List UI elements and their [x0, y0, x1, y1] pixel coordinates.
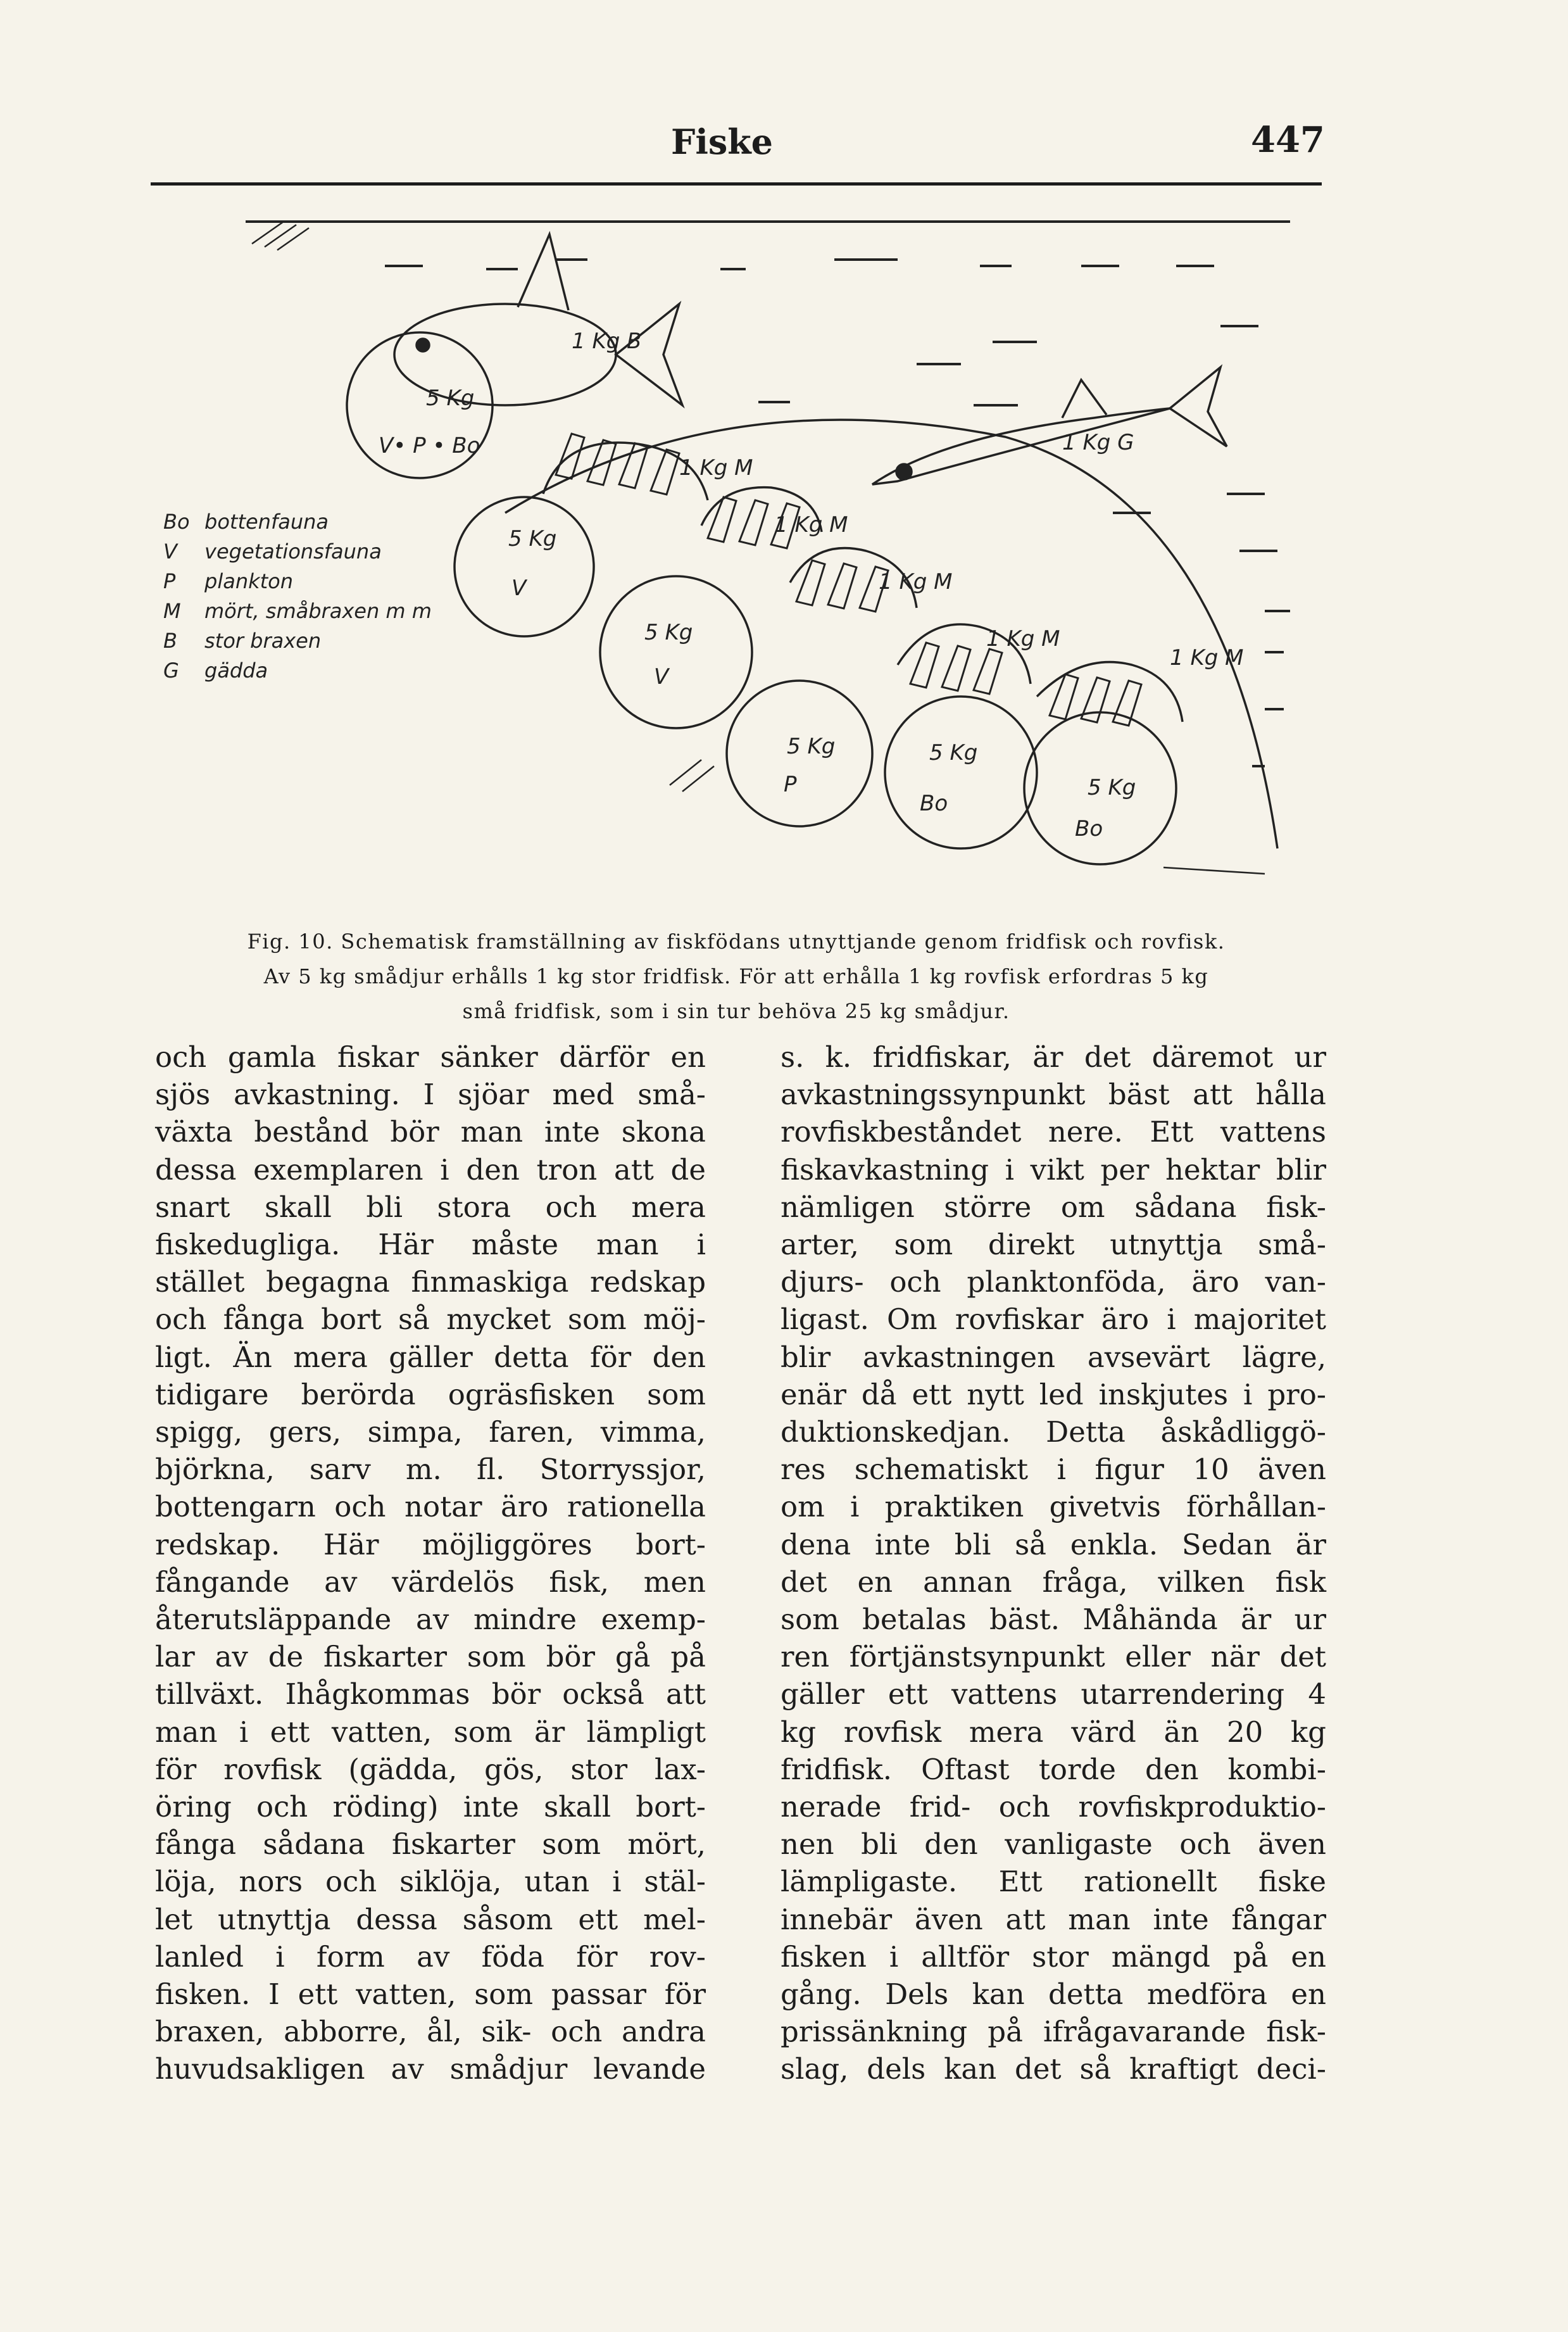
legend-value: vegetationsfauna	[204, 539, 382, 564]
legend-key: V	[163, 539, 177, 564]
text-line: för rovfisk (gädda, gös, stor lax-	[155, 1752, 706, 1786]
legend-key: G	[163, 659, 179, 683]
legend-value: plankton	[204, 569, 294, 593]
left-text-column	[155, 1038, 706, 2088]
food-circle	[885, 696, 1037, 848]
circle-food-label: V	[511, 576, 527, 601]
text-line: fisken. I ett vatten, som passar för	[155, 1977, 706, 2012]
text-line: tidigare berörda ogräsfisken som	[155, 1377, 706, 1411]
text-line: som betalas bäst. Måhända är ur	[781, 1603, 1326, 1637]
text-line: björkna, sarv m. fl. Storryssjor,	[155, 1453, 706, 1487]
text-line: fridfisk. Oftast torde den kombi-	[781, 1752, 1326, 1786]
text-line: dessa exemplaren i den tron att de	[155, 1152, 706, 1187]
text-line: dena inte bli så enkla. Sedan är	[781, 1527, 1326, 1561]
food-circle	[600, 576, 752, 728]
text-line: fångande av värdelös fisk, men	[155, 1565, 706, 1599]
text-line: tillväxt. Ihågkommas bör också att	[155, 1677, 706, 1711]
page-number: 447	[1251, 119, 1325, 161]
text-line: ligt. Än mera gäller detta för den	[155, 1340, 706, 1374]
legend-key: Bo	[163, 510, 190, 534]
text-line: avkastningssynpunkt bäst att hålla	[781, 1078, 1326, 1112]
circle-food-label: Bo	[920, 791, 948, 816]
text-line: snart skall bli stora och mera	[155, 1190, 706, 1224]
text-line: lanled i form av föda för rov-	[155, 1939, 706, 1974]
pike-weight-label: 1 Kg G	[1062, 430, 1134, 455]
text-line: och fånga bort så mycket som möj-	[155, 1302, 706, 1337]
circle-weight-label: 5 Kg	[929, 740, 978, 766]
text-line: växta bestånd bör man inte skona	[155, 1115, 706, 1149]
circle-weight-label: 5 Kg	[1088, 775, 1136, 800]
legend-key: B	[163, 629, 177, 653]
circle-weight-label: 5 Kg	[787, 734, 836, 759]
shoal-weight-label: 1 Kg M	[1170, 645, 1244, 671]
text-line: rovfiskbeståndet nere. Ett vattens	[781, 1115, 1326, 1149]
shoal-weight-label: 1 Kg M	[879, 569, 953, 595]
text-line: innebär även att man inte fångar	[781, 1902, 1326, 1936]
text-line: blir avkastningen avsevärt lägre,	[781, 1340, 1326, 1374]
text-line: arter, som direkt utnyttja små-	[781, 1228, 1326, 1262]
legend-key: M	[163, 599, 181, 623]
text-line: löja, nors och siklöja, utan i stäl-	[155, 1865, 706, 1899]
legend	[163, 510, 432, 683]
food-circle	[455, 497, 594, 636]
text-line: öring och röding) inte skall bort-	[155, 1790, 706, 1824]
text-line: bottengarn och notar äro rationella	[155, 1490, 706, 1524]
text-line: let utnyttja dessa såsom ett mel-	[155, 1902, 706, 1936]
text-line: fånga sådana fiskarter som mört,	[155, 1827, 706, 1862]
text-line: och gamla fiskar sänker därför en	[155, 1040, 706, 1074]
text-line: kg rovfisk mera värd än 20 kg	[781, 1715, 1326, 1749]
text-line: nen bli den vanligaste och även	[781, 1827, 1326, 1862]
text-line: stället begagna finmaskiga redskap	[155, 1265, 706, 1299]
text-line: ren förtjänstsynpunkt eller när det	[781, 1640, 1326, 1674]
text-line: djurs- och planktonföda, äro van-	[781, 1265, 1326, 1299]
text-line: duktionskedjan. Detta åskådliggö-	[781, 1415, 1326, 1449]
bream-fish	[394, 234, 682, 405]
text-line: prissänkning på ifrågavarande fisk-	[781, 2015, 1326, 2049]
circle-food-label: V	[654, 664, 669, 690]
shoal-weight-label: 1 Kg M	[986, 626, 1060, 652]
circle-weight-label: 5 Kg	[508, 526, 557, 551]
header-rule	[151, 182, 1322, 186]
text-line: fiskavkastning i vikt per hektar blir	[781, 1152, 1326, 1187]
legend-value: gädda	[204, 659, 268, 683]
fish-food-figure	[151, 196, 1322, 924]
running-title: Fiske	[671, 122, 774, 162]
legend-value: stor braxen	[204, 629, 322, 653]
text-line: redskap. Här möjliggöres bort-	[155, 1527, 706, 1561]
text-line: nerade frid- och rovfiskproduktio-	[781, 1790, 1326, 1824]
text-line: gäller ett vattens utarrendering 4	[781, 1677, 1326, 1711]
text-line: det en annan fråga, vilken fisk	[781, 1565, 1326, 1599]
bream-weight-label: 1 Kg B	[572, 329, 642, 354]
legend-value: bottenfauna	[204, 510, 329, 534]
circle-food-label: P	[784, 772, 797, 797]
text-line: om i praktiken givetvis förhållan-	[781, 1490, 1326, 1524]
circle-food-label: V• P • Bo	[379, 433, 480, 458]
right-text-column	[781, 1038, 1326, 2088]
shoal-weight-label: 1 Kg M	[679, 455, 753, 481]
shoal-weight-label: 1 Kg M	[774, 512, 848, 538]
circle-food-label: Bo	[1075, 816, 1103, 841]
text-line: gång. Dels kan detta medföra en	[781, 1977, 1326, 2012]
text-line: fiskedugliga. Här måste man i	[155, 1228, 706, 1262]
legend-key: P	[163, 569, 176, 593]
text-line: lar av de fiskarter som bör gå på	[155, 1640, 706, 1674]
text-line: man i ett vatten, som är lämpligt	[155, 1715, 706, 1749]
text-line: braxen, abborre, ål, sik- och andra	[155, 2015, 706, 2049]
caption-line: Fig. 10. Schematisk framställning av fiskfödans utnyttjande genom fridfisk och rovfisk.	[247, 930, 1226, 954]
caption-line: små fridfisk, som i sin tur behöva 25 kg smådjur.	[462, 999, 1010, 1023]
text-line: slag, dels kan det så kraftigt deci-	[781, 2052, 1326, 2086]
text-line: s. k. fridfiskar, är det däremot ur	[781, 1040, 1326, 1074]
text-line: spigg, gers, simpa, faren, vimma,	[155, 1415, 706, 1449]
text-line: enär då ett nytt led inskjutes i pro-	[781, 1377, 1326, 1411]
legend-value: mört, småbraxen m m	[204, 599, 432, 623]
circle-weight-label: 5 Kg	[426, 386, 475, 411]
text-line: fisken i alltför stor mängd på en	[781, 1939, 1326, 1974]
text-line: nämligen större om sådana fisk-	[781, 1190, 1326, 1224]
text-line: sjös avkastning. I sjöar med små-	[155, 1078, 706, 1112]
caption-line: Av 5 kg smådjur erhålls 1 kg stor fridfisk. För att erhålla 1 kg rovfisk erfordras 5 kg	[263, 964, 1209, 988]
text-line: lämpligaste. Ett rationellt fiske	[781, 1865, 1326, 1899]
figure-caption	[151, 924, 1322, 1029]
text-line: huvudsakligen av smådjur levande	[155, 2052, 706, 2086]
circle-weight-label: 5 Kg	[644, 620, 693, 645]
text-line: ligast. Om rovfiskar äro i majoritet	[781, 1302, 1326, 1337]
pike-fish	[872, 367, 1227, 484]
text-line: res schematiskt i figur 10 även	[781, 1453, 1326, 1487]
text-line: återutsläppande av mindre exemp-	[155, 1603, 706, 1637]
figure-drawing	[151, 196, 1322, 924]
